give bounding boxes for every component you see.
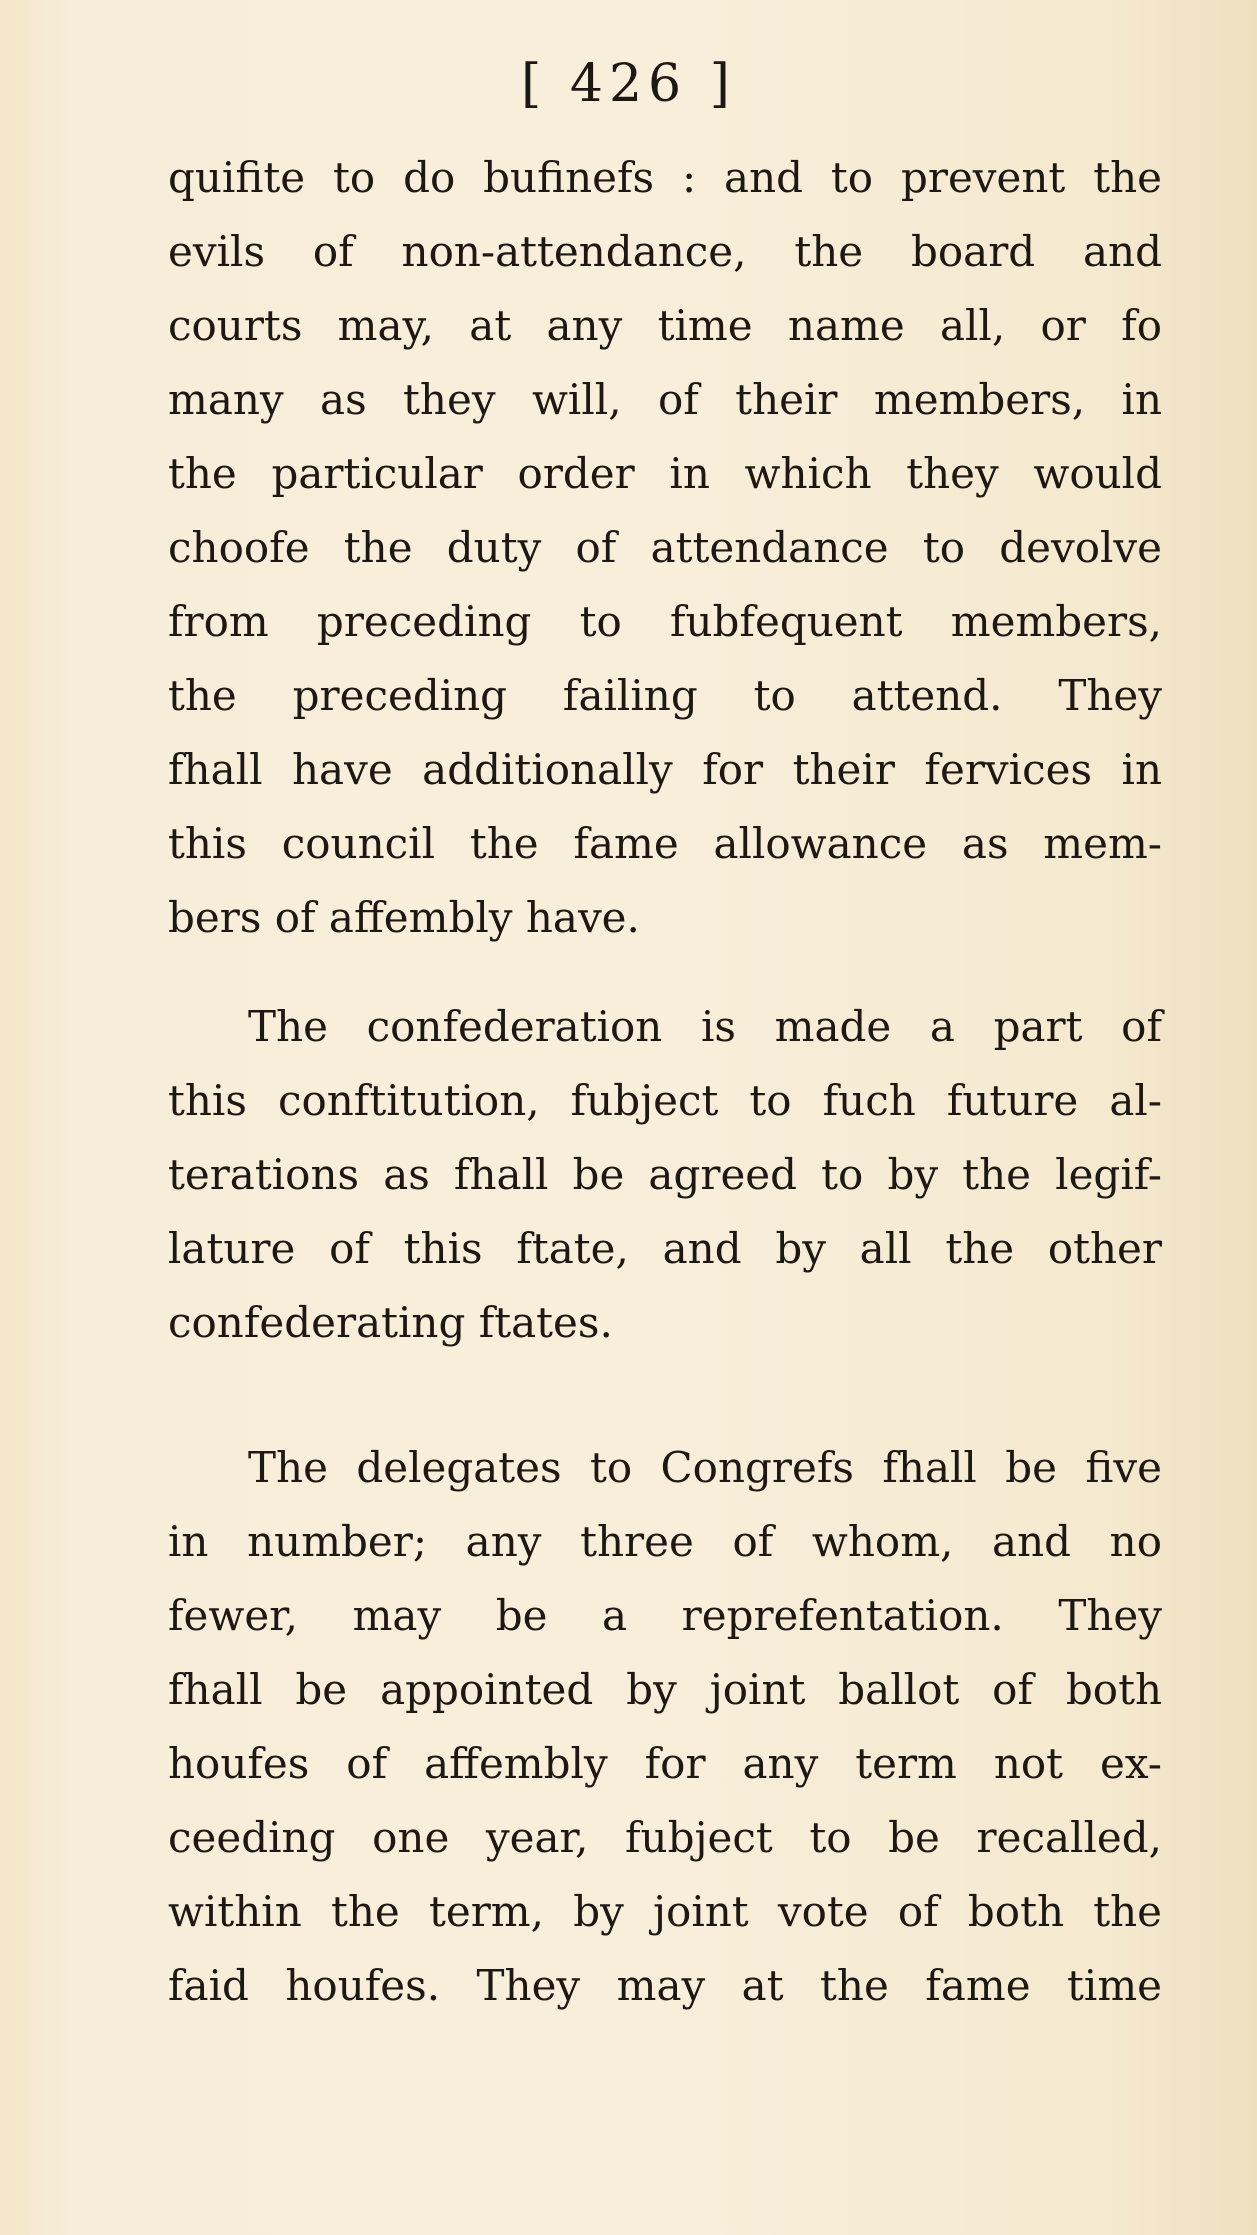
text-line: fhall have additionally for their fervices in (168, 745, 1162, 794)
text-line: the preceding failing to attend. They (168, 671, 1162, 720)
text-line: terations as fhall be agreed to by the legif- (168, 1150, 1162, 1199)
text-line: in number; any three of whom, and no (168, 1517, 1162, 1566)
text-line: the particular order in which they would (168, 449, 1162, 498)
paragraph-3 (168, 1431, 1162, 2023)
text-line: this council the fame allowance as mem- (168, 819, 1162, 868)
text-line: confederating ftates. (168, 1298, 613, 1347)
text-line: fewer, may be a reprefentation. They (168, 1591, 1162, 1640)
text-line: lature of this ftate, and by all the other (168, 1224, 1162, 1273)
paragraph-1 (168, 141, 1162, 955)
text-line: The confederation is made a part of (248, 1002, 1162, 1051)
text-line: many as they will, of their members, in (168, 375, 1162, 424)
text-line: choofe the duty of attendance to devolve (168, 523, 1162, 572)
text-line: courts may, at any time name all, or fo (168, 301, 1162, 350)
text-line: ceeding one year, fubject to be recalled, (168, 1813, 1162, 1862)
text-line: this conftitution, fubject to fuch future al- (168, 1076, 1162, 1125)
text-line: The delegates to Congrefs fhall be five (248, 1443, 1162, 1492)
text-line: within the term, by joint vote of both the (168, 1887, 1162, 1936)
text-line: fhall be appointed by joint ballot of both (168, 1665, 1162, 1714)
text-line: evils of non-attendance, the board and (168, 227, 1162, 276)
paragraph-2 (168, 990, 1162, 1360)
text-line: houfes of affembly for any term not ex- (168, 1739, 1162, 1788)
text-line: from preceding to fubfequent members, (168, 597, 1162, 646)
text-line: bers of affembly have. (168, 893, 640, 942)
text-line: quifite to do bufinefs : and to prevent the (168, 153, 1162, 202)
page-number-header (0, 54, 1257, 114)
open-bracket: [ (521, 54, 548, 114)
text-line: faid houfes. They may at the fame time (168, 1961, 1162, 2010)
page-number: 426 (569, 54, 688, 114)
close-bracket: ] (709, 54, 736, 114)
